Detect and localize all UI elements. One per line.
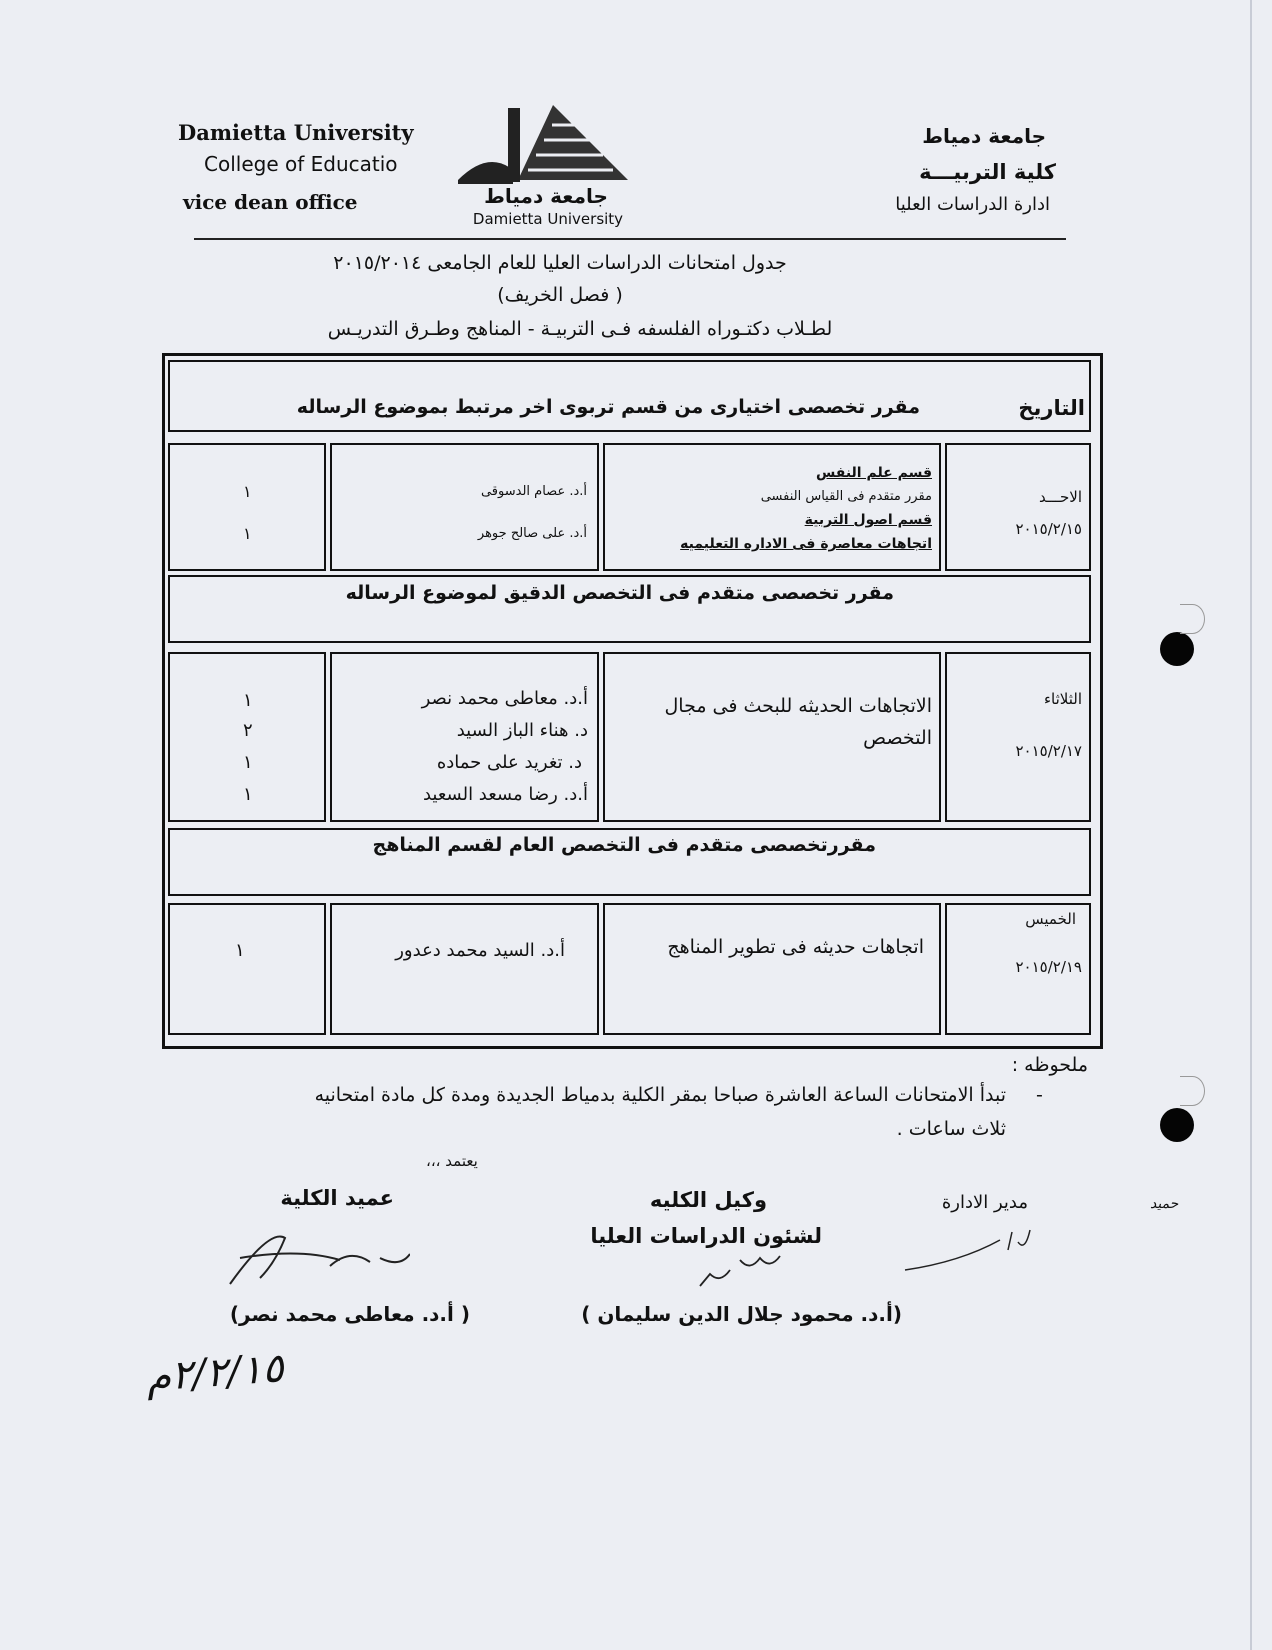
section3-title: مقررتخصصى متقدم فى التخصص العام لقسم المناهج (372, 834, 876, 856)
row1-date-cell (945, 443, 1091, 571)
students-title: لطـلاب دكتـوراه الفلسفه فـى التربيـة - المناهج وطـرق التدريـس (327, 318, 833, 340)
section1-title: مقرر تخصصى اختيارى من قسم تربوى اخر مرتبط بموضوع الرساله (296, 396, 920, 418)
english-university-name: Damietta University (178, 120, 414, 145)
row2-count1: ١ (243, 690, 253, 711)
row1-date: ٢٠١٥/٢/١٥ (1015, 520, 1082, 538)
row3-course-cell (603, 903, 941, 1035)
dean-name: ( أ.د. معاطى محمد نصر) (229, 1302, 470, 1326)
university-logo-mark-icon (458, 100, 638, 190)
row1-count-cell (168, 443, 326, 571)
dean-signature (210, 1218, 410, 1298)
university-logo (458, 100, 638, 230)
row3-course: اتجاهات حديثه فى تطوير المناهج (667, 936, 924, 958)
approval-text: يعتمد ،،، (426, 1152, 478, 1170)
manager-signature (900, 1222, 1050, 1272)
note-label: ملحوظه : (1011, 1054, 1088, 1076)
punch-hole-top-ring (1180, 604, 1205, 634)
row3-date: ٢٠١٥/٢/١٩ (1015, 958, 1082, 976)
section2-title: مقرر تخصصى متقدم فى التخصص الدقيق لموضوع الرساله (345, 582, 894, 604)
row1-dept2: قسم اصول التربية (804, 512, 932, 528)
row1-dept1: قسم علم النفس (815, 465, 932, 481)
note-bullet: - (1036, 1084, 1043, 1106)
row2-professor1: أ.د. معاطى محمد نصر (421, 688, 588, 709)
row2-date-cell (945, 652, 1091, 822)
note-text-line1: تبدأ الامتحانات الساعة العاشرة صباحا بمقر الكلية بدمياط الجديدة ومدة كل مادة امتحانيه (314, 1084, 1006, 1106)
row1-count1: ١ (243, 482, 252, 501)
row2-date: ٢٠١٥/٢/١٧ (1015, 742, 1082, 760)
row3-count-cell (168, 903, 326, 1035)
row2-count4: ١ (243, 784, 253, 805)
row1-day: الاحـــد (1038, 488, 1082, 506)
row2-day: الثلاثاء (1043, 690, 1082, 708)
row2-professor2: د. هناء الباز السيد (456, 720, 588, 741)
header-rule (194, 238, 1066, 240)
row1-professor-cell (330, 443, 599, 571)
date-column-header: التاريخ (1018, 396, 1085, 420)
row1-count2: ١ (243, 524, 252, 543)
row2-professor3: د. تغريد على حماده (436, 752, 582, 773)
schedule-title: جدول امتحانات الدراسات العليا للعام الجامعى ٢٠١٥/٢٠١٤ (333, 252, 787, 274)
row3-professor: أ.د. السيد محمد دعدور (395, 940, 565, 961)
punch-hole-bottom-ring (1180, 1076, 1205, 1106)
row3-professor-cell (330, 903, 599, 1035)
english-office-name: vice dean office (183, 190, 358, 214)
vice-dean-department: لشئون الدراسات العليا (590, 1224, 822, 1248)
semester-title: ( فصل الخريف) (497, 284, 623, 306)
margin-note: حميد (1150, 1196, 1179, 1212)
row1-course2: اتجاهات معاصرة فى الاداره التعليميه (680, 536, 932, 552)
row2-count3: ١ (243, 752, 253, 773)
row2-course: الاتجاهات الحديثه للبحث فى مجال التخصص (664, 695, 932, 749)
note-text-line2: ثلاث ساعات . (896, 1118, 1006, 1140)
page-edge (1250, 0, 1252, 1650)
row3-count: ١ (235, 940, 245, 961)
arabic-university-name: جامعة دمياط (922, 124, 1046, 148)
row1-professor2: أ.د. على صالح جوهر (477, 526, 587, 541)
row2-count2: ٢ (243, 720, 253, 741)
manager-title: مدير الادارة (941, 1192, 1028, 1213)
vice-dean-title: وكيل الكليه (649, 1188, 767, 1212)
handwritten-date: ٢/٢/١٥م (144, 1345, 286, 1401)
dean-title: عميد الكلية (280, 1186, 394, 1210)
arabic-office-name: ادارة الدراسات العليا (895, 194, 1050, 215)
punch-hole-top (1160, 632, 1194, 666)
vice-dean-name: (أ.د. محمود جلال الدين سليمان ) (581, 1302, 902, 1326)
row3-day: الخميس (1025, 910, 1076, 928)
arabic-college-name: كلية التربيـــة (919, 160, 1056, 184)
logo-english-text: Damietta University (472, 210, 624, 228)
vice-dean-signature (680, 1250, 790, 1300)
english-college-name: College of Educatio (204, 152, 398, 176)
logo-arabic-text: جامعة دمياط (484, 184, 608, 208)
row1-professor1: أ.د. عصام الدسوقى (480, 484, 587, 499)
row1-course1: مقرر متقدم فى القياس النفسى (760, 489, 932, 504)
row2-professor4: أ.د. رضا مسعد السعيد (422, 784, 588, 805)
punch-hole-bottom (1160, 1108, 1194, 1142)
